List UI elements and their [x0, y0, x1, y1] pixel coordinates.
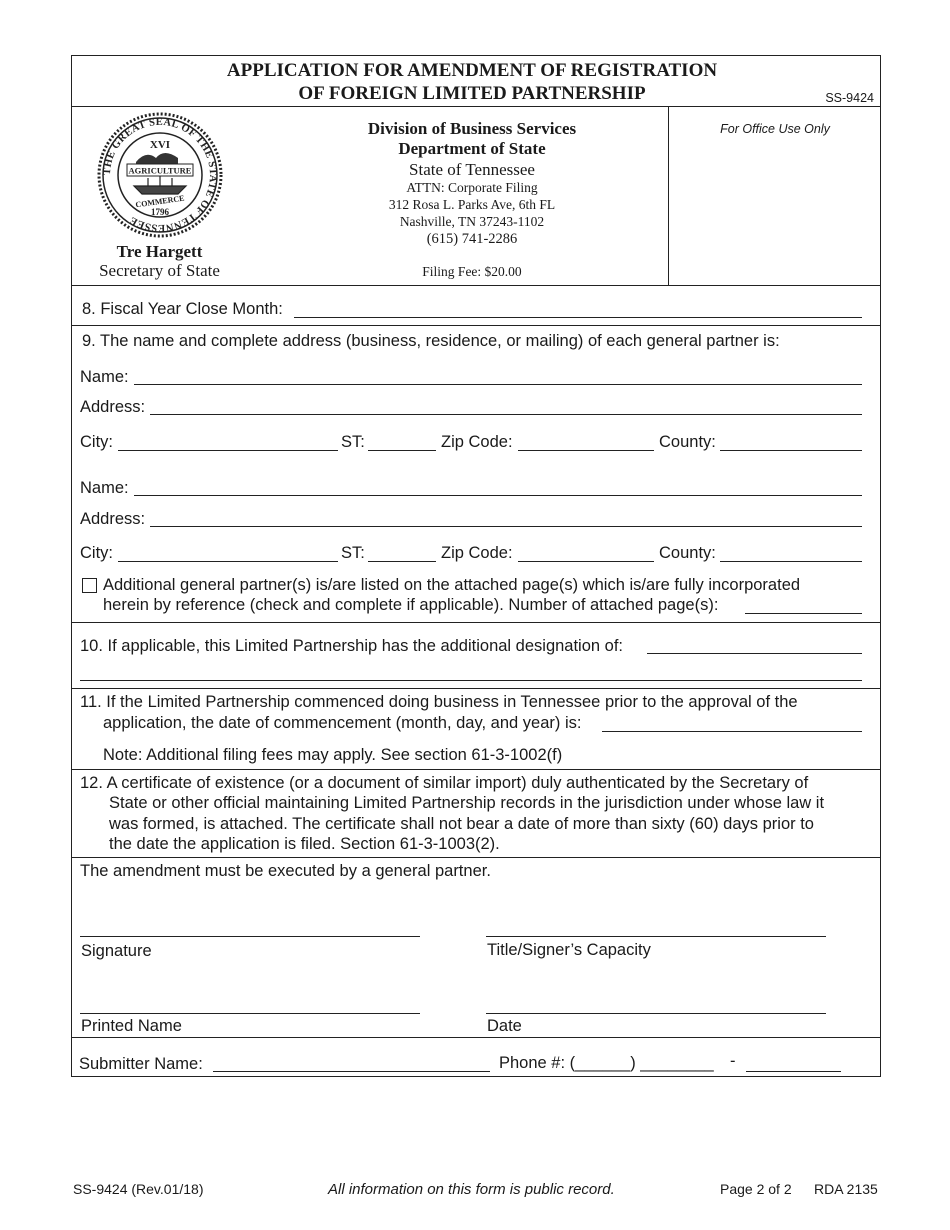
- partner2-name-label: Name:: [80, 479, 129, 497]
- fiscal-year-input[interactable]: [294, 317, 862, 318]
- q12-line1: 12. A certificate of existence (or a document of similar import) duly authenticated by the Secretary of: [80, 774, 809, 792]
- partner2-zip-input[interactable]: [518, 561, 654, 562]
- submitter-name-input[interactable]: [213, 1071, 490, 1072]
- signature-label: Signature: [81, 942, 152, 960]
- q11-note: Note: Additional filing fees may apply. See section 61-3-1002(f): [103, 746, 563, 764]
- partner2-name-input[interactable]: [134, 495, 862, 496]
- divider: [72, 1037, 880, 1038]
- partner2-address-input[interactable]: [150, 526, 862, 527]
- agency-state: State of Tennessee: [409, 160, 535, 179]
- office-use-label: For Office Use Only: [720, 122, 830, 136]
- printed-name-label: Printed Name: [81, 1017, 182, 1035]
- partner1-county-label: County:: [659, 433, 716, 451]
- partner1-name-label: Name:: [80, 368, 129, 386]
- agency-street: 312 Rosa L. Parks Ave, 6th FL: [388, 197, 556, 212]
- agency-city: Nashville, TN 37243-1102: [399, 214, 545, 229]
- q12-line2: State or other official maintaining Limited Partnership records in the jurisdiction under whose law it: [109, 794, 825, 812]
- official-name: Tre Hargett: [116, 242, 203, 261]
- agency-attn: ATTN: Corporate Filing: [406, 180, 538, 195]
- form-frame: [71, 55, 881, 1077]
- fiscal-year-label: 8. Fiscal Year Close Month:: [82, 300, 283, 318]
- filing-fee: Filing Fee: $20.00: [422, 264, 522, 279]
- partner2-address-label: Address:: [80, 510, 146, 528]
- phone-label[interactable]: Phone #: (______) ________: [499, 1054, 714, 1072]
- partner1-zip-input[interactable]: [518, 450, 654, 451]
- phone-dash: -: [730, 1052, 736, 1070]
- designation-input[interactable]: [647, 653, 862, 654]
- partner1-city-label: City:: [80, 433, 113, 451]
- signer-title-label: Title/Signer’s Capacity: [487, 941, 651, 959]
- divider: [72, 285, 880, 286]
- partner1-city-input[interactable]: [118, 450, 338, 451]
- partner2-city-label: City:: [80, 544, 113, 562]
- date-label: Date: [487, 1017, 522, 1035]
- partner2-county-input[interactable]: [720, 561, 862, 562]
- partner1-st-input[interactable]: [368, 450, 436, 451]
- printed-name-input[interactable]: [80, 1013, 420, 1014]
- additional-partners-checkbox[interactable]: [82, 578, 97, 593]
- signature-input[interactable]: [80, 936, 420, 937]
- q11-line2: application, the date of commencement (month, day, and year) is:: [103, 714, 582, 732]
- partner1-county-input[interactable]: [720, 450, 862, 451]
- partner1-zip-label: Zip Code:: [441, 433, 513, 451]
- divider: [72, 769, 880, 770]
- agency-division: Division of Business Services: [367, 119, 577, 138]
- footer-rda: RDA 2135: [814, 1181, 878, 1197]
- divider: [72, 325, 880, 326]
- official-title: Secretary of State: [99, 261, 220, 280]
- agency-phone: (615) 741-2286: [426, 231, 518, 247]
- partner2-county-label: County:: [659, 544, 716, 562]
- divider: [72, 622, 880, 623]
- attached-pages-input[interactable]: [745, 613, 862, 614]
- footer-revision: SS-9424 (Rev.01/18): [73, 1181, 204, 1197]
- partner1-address-input[interactable]: [150, 414, 862, 415]
- partner1-address-label: Address:: [80, 398, 146, 416]
- svg-text:AGRICULTURE: AGRICULTURE: [128, 165, 192, 176]
- partner2-st-label: ST:: [341, 544, 365, 562]
- partner2-st-input[interactable]: [368, 561, 436, 562]
- state-seal-icon: [96, 112, 224, 238]
- phone-number-input[interactable]: [746, 1071, 841, 1072]
- footer-public-record: All information on this form is public record.: [328, 1181, 615, 1198]
- partner1-name-input[interactable]: [134, 384, 862, 385]
- agency-department: Department of State: [398, 139, 546, 158]
- signature-note: The amendment must be executed by a general partner.: [80, 862, 491, 880]
- additional-partners-line2: herein by reference (check and complete if applicable). Number of attached page(s):: [103, 596, 719, 614]
- divider: [72, 106, 880, 107]
- partner2-zip-label: Zip Code:: [441, 544, 513, 562]
- q10-text: 10. If applicable, this Limited Partnership has the additional designation of:: [80, 637, 624, 655]
- svg-text:XVI: XVI: [149, 139, 171, 151]
- svg-text:COMMERCE: COMMERCE: [134, 193, 185, 210]
- date-input[interactable]: [486, 1013, 826, 1014]
- designation-input-line2[interactable]: [80, 680, 862, 681]
- q9-text: 9. The name and complete address (business, residence, or mailing) of each general partner is:: [82, 332, 780, 350]
- q12-line4: the date the application is filed. Section 61-3-1003(2).: [109, 835, 500, 853]
- svg-text:1796: 1796: [151, 207, 169, 217]
- svg-text:THE GREAT SEAL OF THE STATE OF: THE GREAT SEAL OF THE STATE OF TENNESSEE: [101, 116, 219, 234]
- form-title-line2: OF FOREIGN LIMITED PARTNERSHIP: [298, 83, 646, 104]
- footer-page-number: Page 2 of 2: [720, 1181, 792, 1197]
- commencement-date-input[interactable]: [602, 731, 862, 732]
- partner1-st-label: ST:: [341, 433, 365, 451]
- office-use-divider: [668, 106, 669, 286]
- q11-line1: 11. If the Limited Partnership commenced doing business in Tennessee prior to the approval of the: [80, 693, 798, 711]
- additional-partners-line1: Additional general partner(s) is/are listed on the attached page(s) which is/are fully incorporated: [103, 576, 801, 594]
- signer-title-input[interactable]: [486, 936, 826, 937]
- partner2-city-input[interactable]: [118, 561, 338, 562]
- form-title-line1: APPLICATION FOR AMENDMENT OF REGISTRATION: [226, 60, 718, 81]
- submitter-name-label: Submitter Name:: [79, 1055, 203, 1073]
- divider: [72, 688, 880, 689]
- form-id: SS-9424: [825, 91, 874, 105]
- q12-line3: was formed, is attached. The certificate shall not bear a date of more than sixty (60) days prior to: [109, 815, 814, 833]
- divider: [72, 857, 880, 858]
